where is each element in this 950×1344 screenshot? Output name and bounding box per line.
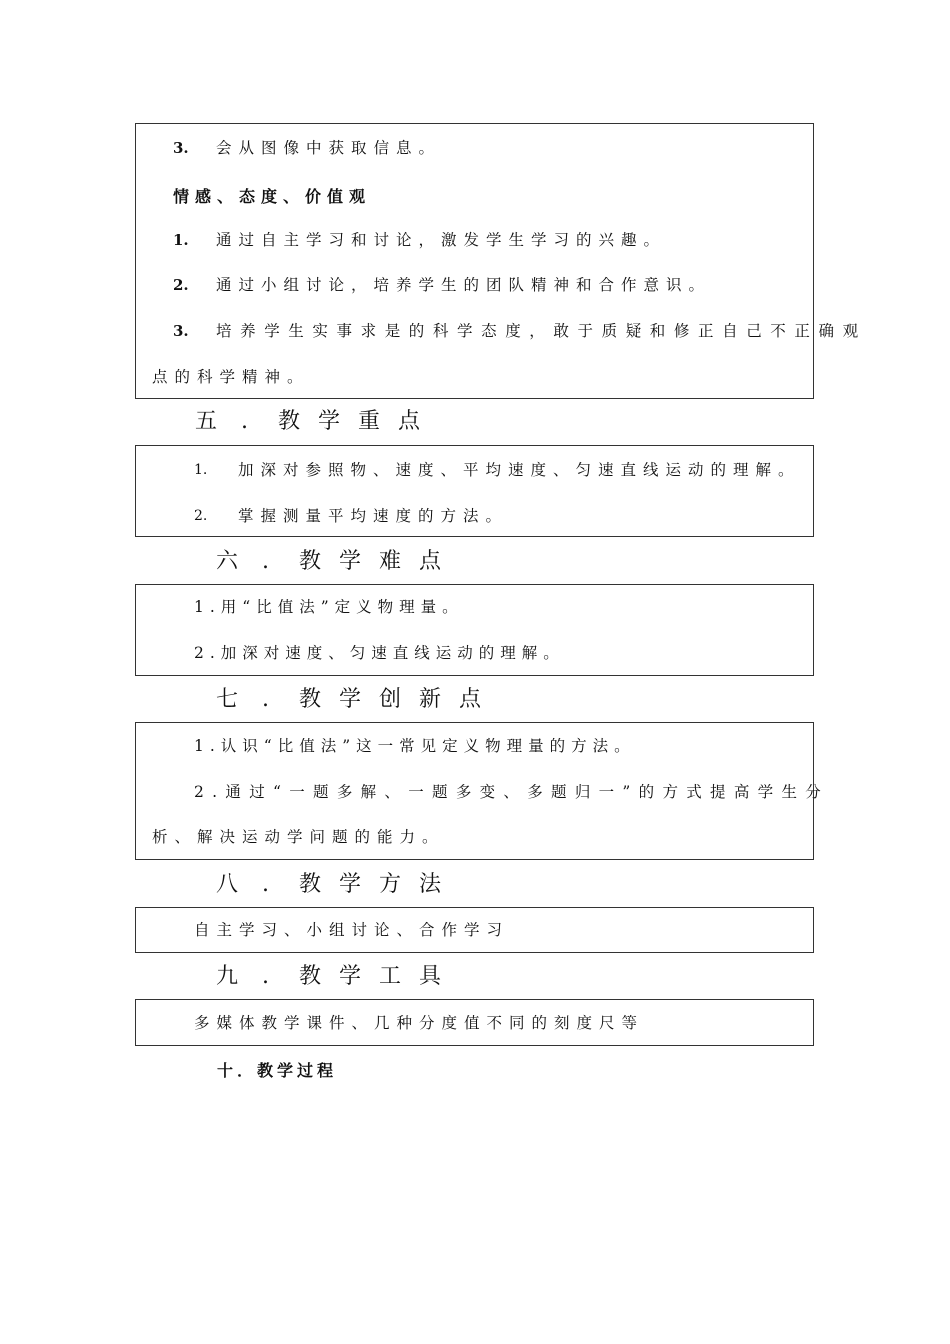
section-heading-innovations: 七 . 教学创新点 xyxy=(216,687,500,712)
objective-text: 培养学生实事求是的科学态度，敢于质疑和修正自己不正确观 xyxy=(216,322,867,340)
section-heading-key-points: 五 . 教学重点 xyxy=(195,409,439,434)
tools-text: 多媒体教学课件、几种分度值不同的刻度尺等 xyxy=(194,1014,645,1032)
innovations-box xyxy=(135,722,830,860)
section-heading-methods: 八 . 教学方法 xyxy=(216,872,460,897)
objective-text: 会从图像中获取信息。 xyxy=(216,139,442,157)
item-number: 3. xyxy=(173,139,189,157)
key-points-box xyxy=(135,445,814,537)
section-heading-tools: 九 . 教学工具 xyxy=(216,964,460,989)
difficulty-text: 1.用“比值法”定义物理量。 xyxy=(194,598,464,616)
difficulty-text: 2.加深对速度、匀速直线运动的理解。 xyxy=(194,644,565,662)
difficulties-box xyxy=(135,584,814,676)
key-point-text: 加深对参照物、速度、平均速度、匀速直线运动的理解。 xyxy=(238,461,801,479)
innovation-text-continued: 析、解决运动学问题的能力。 xyxy=(152,828,445,846)
innovation-text: 1.认识“比值法”这一常见定义物理量的方法。 xyxy=(194,737,636,755)
methods-text: 自主学习、小组讨论、合作学习 xyxy=(194,921,510,939)
key-point-text: 掌握测量平均速度的方法。 xyxy=(238,507,509,525)
objective-text-continued: 点的科学精神。 xyxy=(152,368,310,386)
section-heading-process: 十．教学过程 xyxy=(217,1061,338,1080)
item-number: 2. xyxy=(173,276,189,294)
tools-box xyxy=(135,999,814,1046)
item-number: 1. xyxy=(173,231,189,249)
section-heading-difficulties: 六 . 教学难点 xyxy=(216,549,460,574)
objective-text: 通过自主学习和讨论，激发学生学习的兴趣。 xyxy=(216,231,667,249)
item-number: 3. xyxy=(173,322,189,340)
objective-text: 通过小组讨论，培养学生的团队精神和合作意识。 xyxy=(216,276,712,294)
subheading-values: 情感、态度、价值观 xyxy=(173,187,372,206)
item-number: 1. xyxy=(194,462,208,478)
objectives-box xyxy=(135,123,867,399)
innovation-text: 2.通过“一题多解、一题多变、多题归一”的方式提高学生分 xyxy=(194,783,830,801)
methods-box xyxy=(135,907,814,953)
item-number: 2. xyxy=(194,508,208,524)
